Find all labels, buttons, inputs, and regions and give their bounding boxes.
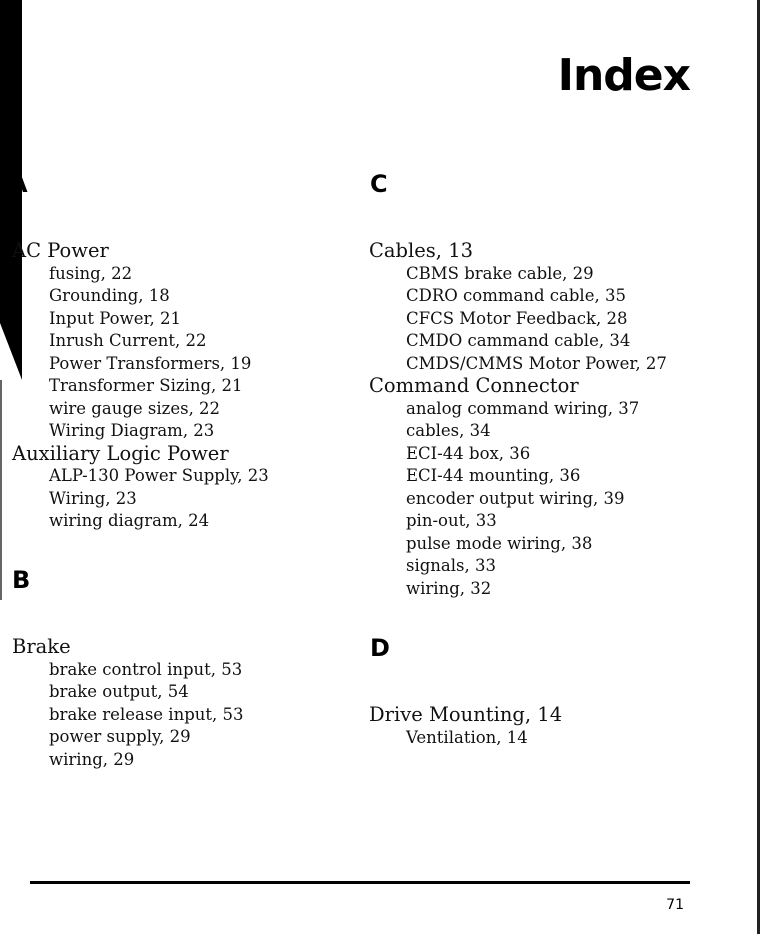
index-entry: Auxiliary Logic Power xyxy=(12,441,229,465)
index-subentry: power supply, 29 xyxy=(49,727,191,746)
index-subentry: brake control input, 53 xyxy=(49,659,243,679)
index-subentry: Input Power, 21 xyxy=(49,308,182,328)
page-title: Index xyxy=(557,50,690,101)
index-subentry: brake release input, 53 xyxy=(49,704,244,724)
index-entry: Drive Mounting, 14 xyxy=(369,703,563,726)
section-a-entries xyxy=(12,240,269,533)
section-d-entries xyxy=(369,704,562,749)
section-letter-d: D xyxy=(370,634,390,662)
page-edge-line xyxy=(757,0,760,934)
index-entry: Brake xyxy=(12,635,71,658)
index-subentry: encoder output wiring, 39 xyxy=(406,488,625,508)
index-subentry: ECI-44 box, 36 xyxy=(406,443,531,463)
section-letter-a: A xyxy=(9,170,28,198)
index-subentry: wiring, 32 xyxy=(406,578,492,598)
index-subentry: CMDS/CMMS Motor Power, 27 xyxy=(406,353,667,373)
index-subentry: pulse mode wiring, 38 xyxy=(406,533,593,553)
section-letter-c: C xyxy=(370,170,388,198)
section-c-entries xyxy=(369,240,667,600)
section-b-entries xyxy=(12,636,244,771)
index-subentry: Wiring, 23 xyxy=(49,488,137,508)
binding-edge-line xyxy=(0,380,10,600)
index-entry: Cables, 13 xyxy=(369,239,474,262)
index-subentry: brake output, 54 xyxy=(49,682,189,701)
index-subentry: ECI-44 mounting, 36 xyxy=(406,466,581,485)
index-subentry: Power Transformers, 19 xyxy=(49,353,252,373)
index-subentry: cables, 34 xyxy=(406,421,491,440)
index-subentry: pin-out, 33 xyxy=(406,511,497,530)
index-subentry: wiring, 29 xyxy=(49,749,135,769)
index-subentry: signals, 33 xyxy=(406,556,497,575)
footer-rule xyxy=(30,881,690,884)
index-subentry: Ventilation, 14 xyxy=(406,727,528,747)
index-entry: AC Power xyxy=(12,239,109,262)
index-subentry: analog command wiring, 37 xyxy=(406,398,640,418)
index-entry: Command Connector xyxy=(369,374,579,397)
index-subentry: Transformer Sizing, 21 xyxy=(49,376,243,395)
index-subentry: Inrush Current, 22 xyxy=(49,331,207,350)
index-subentry: fusing, 22 xyxy=(49,263,133,283)
index-subentry: Grounding, 18 xyxy=(49,286,170,305)
index-subentry: ALP-130 Power Supply, 23 xyxy=(49,466,269,485)
index-subentry: CMDO cammand cable, 34 xyxy=(406,331,631,350)
section-letter-b: B xyxy=(12,566,31,594)
index-subentry: wire gauge sizes, 22 xyxy=(49,398,221,418)
index-subentry: CBMS brake cable, 29 xyxy=(406,263,594,283)
page-number: 71 xyxy=(666,897,684,913)
index-subentry: Wiring Diagram, 23 xyxy=(49,421,215,440)
index-subentry: CDRO command cable, 35 xyxy=(406,286,626,305)
index-subentry: wiring diagram, 24 xyxy=(49,511,210,530)
index-subentry: CFCS Motor Feedback, 28 xyxy=(406,308,628,328)
